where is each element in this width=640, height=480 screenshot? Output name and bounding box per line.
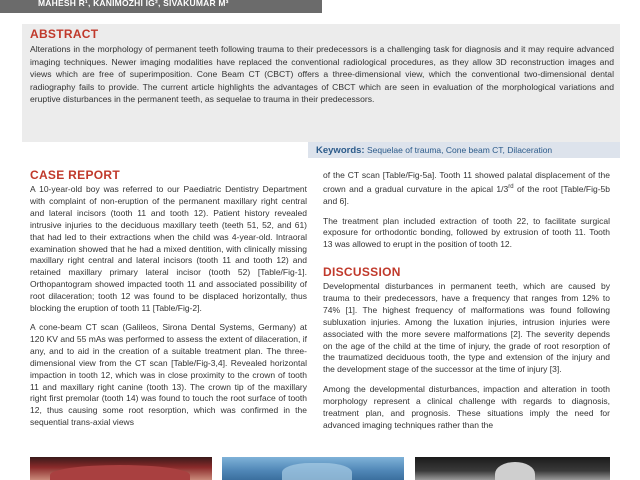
tooth-shape bbox=[495, 462, 535, 480]
figure-cbct-view bbox=[415, 457, 610, 480]
authors-bar bbox=[0, 0, 322, 13]
discussion-paragraph-1: Developmental disturbances in permanent teeth, which are caused by trauma to their predecessors, have a frequency that ranges from 12% to 74% [1]. The highest frequency of malformations was found following subluxation injuries. Among the luxation injuries, intrusion injuries were associated with the more severe malformations [2]. The severity depends on the age of the child at the time of injury, the grade of root resorption of the traumatized deciduous tooth, the type and extension of the injury and the development stage of the successor at the time of injury [3]. bbox=[323, 281, 610, 375]
case-report-paragraph-1: A 10-year-old boy was referred to our Paediatric Dentistry Department with complaint of non-eruption of the permanent maxillary right central and lateral incisors (tooth 11 and tooth 12). Patient history revealed intrusive injuries to the deciduous maxillary teeth (teeth 51, 52, and 61) that had led to their extractions when the child was 4-year-old. Intraoral examination showed that he had a mixed dentition, with clinically missing maxillary right central and lateral incisors (tooth 11 and tooth 12) and retained maxillary primary lateral incisor (tooth 52) [Table/Fig-1]. Orthopantogram showed impacted tooth 11 and associated possibility of root dilaceration; tooth 12 was found to be displaced horizontally, thus blocking the eruption of tooth 11 [Table/Fig-2]. bbox=[30, 184, 307, 314]
case-report-paragraph-2: A cone-beam CT scan (Galileos, Sirona Dental Systems, Germany) at 120 KV and 55 mAs was performed to assess the extent of dilaceration, if any, and to aid in the creation of a suitable treatment plan. The three-dimensional view from the CT scan [Table/Fig-3,4]. Revealed horizontal impaction in tooth 12, which was in close proximity to the crown of tooth 11 and maxillary right canine (tooth 13). The crown tip of the maxillary right first premolar (tooth 14) was found to touch the root surface of tooth 12, thus causing some root resorption, which was confirmed in the sequential trans-axial views bbox=[30, 321, 307, 428]
case-report-right-column bbox=[323, 170, 610, 251]
keywords bbox=[316, 145, 552, 156]
case-report-paragraph-4: The treatment plan included extraction of tooth 22, to facilitate surgical exposure for orthodontic bonding, followed by extrusion of tooth 11. Tooth 13 was allowed to erupt in the position of tooth 12. bbox=[323, 215, 610, 250]
gum-shape bbox=[50, 465, 190, 480]
keywords-value: Sequelae of trauma, Cone beam CT, Dilaceration bbox=[366, 145, 553, 155]
keywords-label: Keywords: bbox=[316, 145, 365, 156]
case-report-paragraph-3: of the CT scan [Table/Fig-5a]. Tooth 11 showed palatal displacement of the crown and a gradual curvature in the apical 1/3rd of the root [Table/Fig-5b and 6]. bbox=[323, 170, 610, 206]
authors: MAHESH R¹, KANIMOZHI IG², SIVAKUMAR M³ bbox=[38, 0, 229, 8]
bone-shape bbox=[282, 463, 352, 480]
figure-orthopantogram bbox=[222, 457, 404, 480]
case-report-left-column bbox=[30, 184, 307, 429]
abstract-text: Alterations in the morphology of permanent teeth following trauma to their predecessors is a challenging task for diagnosis and it may require advanced imaging techniques. Newer imaging modalities have replaced the conventional radiological procedures, as they allow 3D reconstruction images and views which are free of superimposition. Cone Beam CT (CBCT) offers a three-dimensional view, which the conventional two-dimensional dental radiography fails to provide. The current article highlights the advantages of CBCT which are seen in evaluation of the morphological variations and eruptive disturbances in the permanent teeth, as sequelae to trauma in their predecessors. bbox=[30, 44, 614, 105]
abstract-title: ABSTRACT bbox=[30, 27, 99, 41]
discussion-title: DISCUSSION bbox=[323, 265, 401, 279]
discussion-paragraph-2: Among the developmental disturbances, impaction and alteration in tooth morphology represent a clinical challenge with regards to diagnosis, treatment plan, and prognosis. These situations imply the need for advanced imaging techniques rather than the bbox=[323, 384, 610, 430]
figure-intraoral-photo bbox=[30, 457, 212, 480]
discussion-column bbox=[323, 281, 610, 432]
case-report-title: CASE REPORT bbox=[30, 168, 120, 182]
